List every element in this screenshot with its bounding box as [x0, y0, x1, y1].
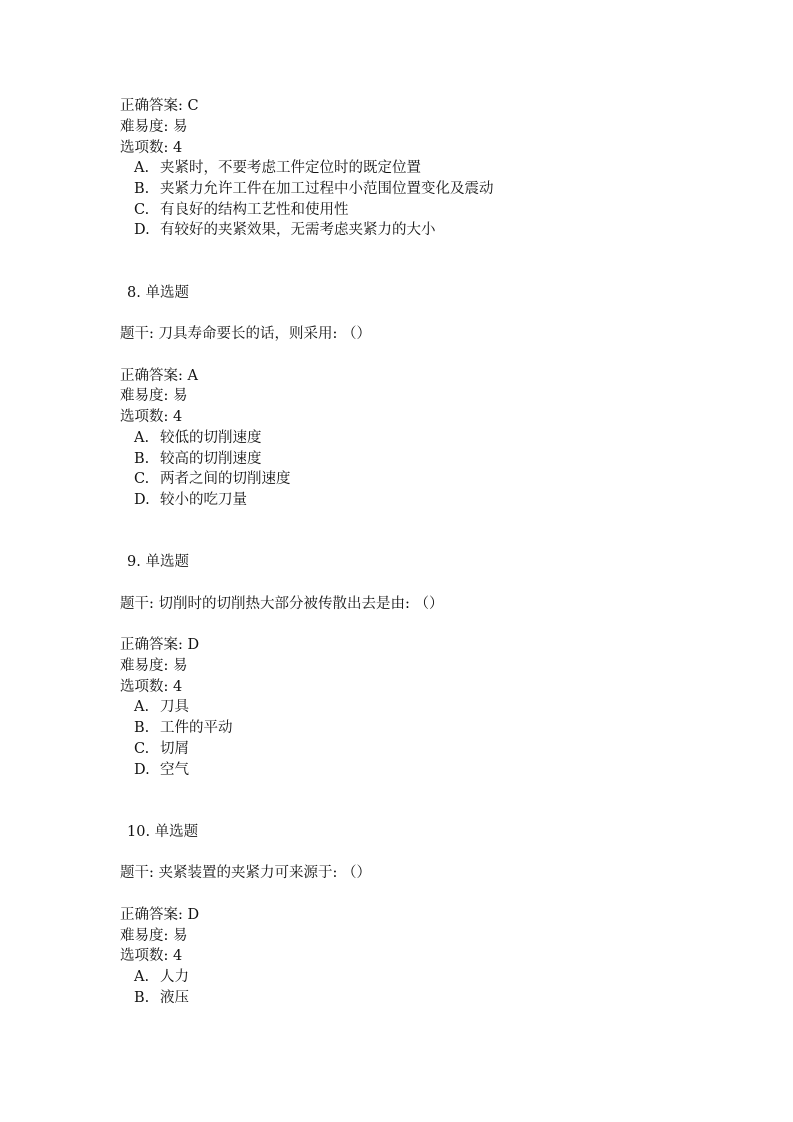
option-text: 有较好的夹紧效果，无需考虑夹紧力的大小 — [160, 222, 436, 238]
option-label: D. — [134, 492, 150, 508]
q9-heading: 9. 单选题 — [127, 554, 189, 570]
q8-difficulty: 难易度: 易 — [120, 388, 188, 404]
q9-option-count: 选项数: 4 — [120, 679, 183, 695]
option-text: 切屑 — [160, 741, 189, 757]
q8-option-c — [134, 469, 291, 489]
q10-stem: 题干: 夹紧装置的夹紧力可来源于: （） — [120, 865, 371, 881]
q10-difficulty: 难易度: 易 — [120, 928, 188, 944]
q7-option-b — [134, 179, 494, 199]
option-label: A. — [134, 430, 150, 446]
option-label: D. — [134, 222, 150, 238]
q7-option-c — [134, 200, 349, 220]
option-label: A. — [134, 969, 150, 985]
q10-heading: 10. 单选题 — [127, 824, 199, 840]
q9-option-c — [134, 739, 189, 759]
option-label: D. — [134, 762, 150, 778]
q7-option-a — [134, 158, 421, 178]
option-label: C. — [134, 741, 150, 757]
option-text: 人力 — [160, 969, 189, 985]
q10-option-a — [134, 967, 189, 987]
option-text: 刀具 — [160, 699, 189, 715]
option-label: A. — [134, 160, 150, 176]
q8-answer: 正确答案: A — [120, 368, 198, 384]
option-text: 有良好的结构工艺性和使用性 — [160, 202, 349, 218]
q10-answer: 正确答案: D — [120, 907, 200, 923]
option-text: 夹紧力允许工件在加工过程中小范围位置变化及震动 — [160, 181, 494, 197]
q7-answer: 正确答案: C — [120, 98, 199, 114]
q10-option-count: 选项数: 4 — [120, 948, 183, 964]
q8-option-count: 选项数: 4 — [120, 409, 183, 425]
q8-option-b — [134, 449, 262, 469]
option-text: 两者之间的切削速度 — [160, 471, 291, 487]
option-label: B. — [134, 181, 150, 197]
q8-option-a — [134, 428, 262, 448]
q8-heading: 8. 单选题 — [127, 285, 189, 301]
option-text: 液压 — [160, 990, 189, 1006]
option-text: 较低的切削速度 — [160, 430, 262, 446]
option-label: A. — [134, 699, 150, 715]
option-label: B. — [134, 451, 150, 467]
q7-difficulty: 难易度: 易 — [120, 119, 188, 135]
q10-option-b — [134, 988, 189, 1008]
q9-option-a — [134, 697, 189, 717]
option-text: 工件的平动 — [160, 720, 233, 736]
q7-option-d — [134, 220, 436, 240]
q8-stem: 题干: 刀具寿命要长的话，则采用: （） — [120, 326, 371, 342]
q9-option-b — [134, 718, 233, 738]
option-text: 夹紧时，不要考虑工件定位时的既定位置 — [160, 160, 421, 176]
q8-option-d — [134, 490, 247, 510]
q9-stem: 题干: 切削时的切削热大部分被传散出去是由: （） — [120, 596, 444, 612]
q9-difficulty: 难易度: 易 — [120, 658, 188, 674]
q9-answer: 正确答案: D — [120, 637, 200, 653]
option-text: 较小的吃刀量 — [160, 492, 247, 508]
option-text: 空气 — [160, 762, 189, 778]
option-label: C. — [134, 471, 150, 487]
option-label: C. — [134, 202, 150, 218]
q7-option-count: 选项数: 4 — [120, 140, 183, 156]
q9-option-d — [134, 760, 189, 780]
option-text: 较高的切削速度 — [160, 451, 262, 467]
option-label: B. — [134, 720, 150, 736]
option-label: B. — [134, 990, 150, 1006]
